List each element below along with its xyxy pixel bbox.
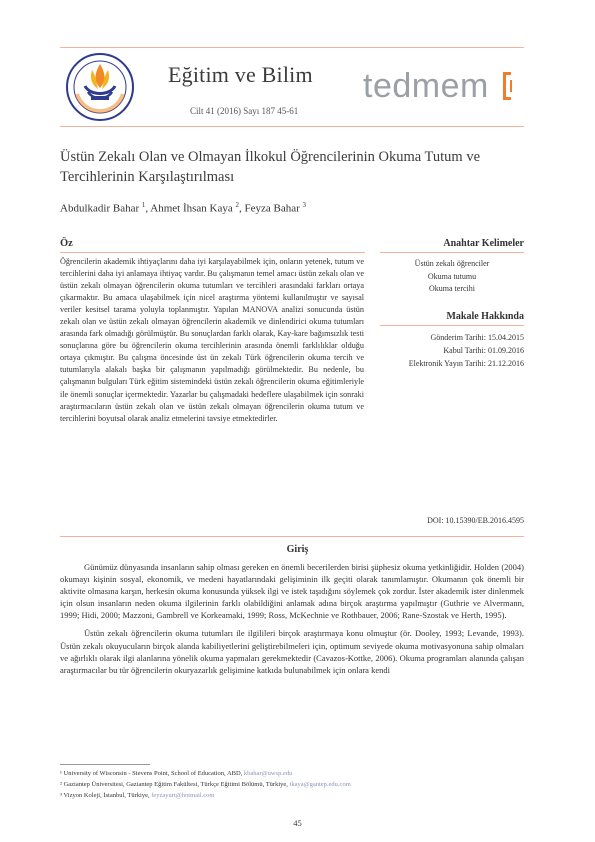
- author-name: Feyza Bahar: [244, 202, 300, 215]
- doi: DOI: 10.15390/EB.2016.4595: [427, 516, 524, 525]
- intro-body: [60, 561, 524, 682]
- footnote-text: ³ Vizyon Koleji, İstanbul, Türkiye,: [60, 792, 152, 799]
- page-number: 45: [293, 818, 302, 828]
- acceptance-date: Kabul Tarihi: 01.09.2016: [443, 346, 524, 355]
- author-name: Ahmet İhsan Kaya: [150, 202, 233, 215]
- journal-logo-emblem: [65, 52, 135, 122]
- svg-text:tedmem: tedmem: [363, 67, 489, 105]
- footnote-email-link[interactable]: feyzayurt@hotmail.com: [151, 792, 215, 799]
- about-heading: Makale Hakkında: [446, 311, 524, 322]
- footnote-rule: [60, 764, 150, 765]
- intro-paragraph: Üstün zekalı öğrencilerin okuma tutumları ile ilgilileri birçok araştırmaya konu olmuştur (ör. Dooley, 1993; Levande, 1993). Üstün zekalı okuyucuların birçok alanda kabiliyetlerini geliştirebilmeleri için, optimum seviyede okuma motivasyonuna sahip olmaları ve ağırlıklı olarak ilgi alanlarına yönelik okuma yapmaları gerekmektedir (Cavazos-Kottke, 2006). Okuma programları alanında çalışan araştırmacılar bu tür öğrencilerin okuryazarlık gelişimine katkıda bulunabilmek için onlara kendi: [60, 628, 524, 675]
- article-dates: [380, 331, 524, 370]
- footnote-text: ¹ University of Wisconsin - Stevens Point, School of Education, ABD,: [60, 770, 244, 777]
- keyword: Okuma tercihi: [429, 284, 475, 293]
- abstract-heading: Öz: [60, 238, 73, 249]
- header-bottom-rule: [60, 126, 524, 127]
- tedmem-logo: [363, 66, 523, 106]
- keywords-rule: [380, 252, 524, 253]
- intro-paragraph: Günümüz dünyasında insanların sahip olması gereken en önemli becerilerden birisi şüphesiz okuma yetkinliğidir. Holden (2004) okumayı kişinin sosyal, ekonomik, ve medeni hayatlarındaki gelişiminin ilk geçiti olarak tanımlamıştır. Okumanın çok önemli bir aktivite olmasına karşın, herkesin okuma konusunda yüksek ilgi ve istek taşıdığını söylemek çok zordur. İster akademik ister dinlenmek için olsun insanların neden okuma ilgilerinin farklı olabildiğini anlamak adına birçok araştırma yapılmıştır (Guthrie ve Alvermann, 1999; Hidi, 2000; Mazzoni, Gambrell ve Korkeamaki, 1999; Ross, McKechnie ve Rothbauer, 2006; Rane-Szostak ve Herth, 1995).: [60, 562, 524, 621]
- keyword: Okuma tutumu: [427, 271, 477, 281]
- online-date: Elektronik Yayın Tarihi: 21.12.2016: [408, 359, 524, 368]
- footnote: [60, 768, 524, 779]
- footnote-email-link[interactable]: kbahar@uwsp.edu: [243, 770, 293, 777]
- author-name: Abdulkadir Bahar: [60, 202, 140, 215]
- author-affiliation-mark: 2: [235, 201, 240, 209]
- footnote-email-link[interactable]: ikaya@gantep.edu.com: [289, 781, 351, 788]
- intro-heading: Giriş: [286, 544, 309, 555]
- footnote: [60, 779, 524, 790]
- footnote: [60, 790, 524, 801]
- article-title: Üstün Zekalı Olan ve Olmayan İlkokul Öğrencilerinin Okuma Tutum ve Tercihlerinin Karşılaştırılması: [60, 149, 481, 185]
- keywords-heading: Anahtar Kelimeler: [443, 238, 524, 249]
- abstract-rule: [60, 252, 365, 253]
- author-affiliation-mark: 1: [141, 201, 146, 209]
- abstract-bottom-rule: [60, 536, 524, 537]
- header-top-rule: [60, 47, 524, 48]
- submission-date: Gönderim Tarihi: 15.04.2015: [430, 333, 524, 342]
- abstract-text: Öğrencilerin akademik ihtiyaçlarını daha iyi karşılayabilmek için, onların yetenek, tutum ve tercihlerini daha iyi anlamaya ihtiyaç vardır. Bu çalışmanın temel amacı üstün zekalı olan ve üstün zekalı olmayan öğrencilerin okuma tutumları ve tercihleri arasındaki farkları ortaya çıkarmaktır. Bu amaca ulaşabilmek için nicel araştırma yöntemi kullanılmıştır ve sayısal veriler kesitsel tarama yoluyla toplanmıştır. Yapılan MANOVA analizi sonucunda üstün zekalı olan ve üstün zekalı olmayan öğrencilerin akademik ve dinlendirici okuma tutumları arasında fark olmadığı görülmüştür. Bu sonuçlardan farklı olarak, Kay-kare bağımsızlık testi sonuçlarına göre bu öğrencilerin okuma tercihlerinin arasında önemli farklılıklar olduğu ortaya çıkmıştır. Bu çalışma öncesinde üst ün zekalı Türk öğrencilerin okuma tercih ve tutumlarıyla alakalı başka bir çalışmanın yapılmadığı görülmektedir. Bu nedenle, bu çalışmanın bulguları Türk eğitim sistemindeki üstün zekalı öğrencilerin okuma eğitimleriyle ile önemli sonuçlar içermektedir. Yazarlar bu çalışmadaki hedeflere ulaşabilmek için sonraki araştırmacıların üstün zekalı olan ve üstün zekalı olmayan öğrencilerin okuma tutum ve tercihlerini boyutsal olarak analiz etmelerini tavsiye etmektedirler.: [60, 257, 364, 423]
- about-rule: [380, 325, 524, 326]
- journal-title: Eğitim ve Bilim: [168, 62, 313, 87]
- footnote-text: ² Gaziantep Üniversitesi, Gaziantep Eğitim Fakültesi, Türkçe Eğitimi Bölümü, Türkiye,: [60, 781, 290, 788]
- issue-info: Cilt 41 (2016) Sayı 187 45-61: [190, 106, 299, 116]
- author-list: Abdulkadir Bahar $^1$, Ahmet İhsan Kaya $^2$, Feyza Bahar $^3$: [60, 201, 307, 215]
- keyword: Üstün zekalı öğrenciler: [414, 259, 490, 268]
- author-affiliation-mark: 3: [302, 201, 307, 209]
- footnotes: [60, 768, 524, 801]
- keywords-list: [380, 258, 524, 296]
